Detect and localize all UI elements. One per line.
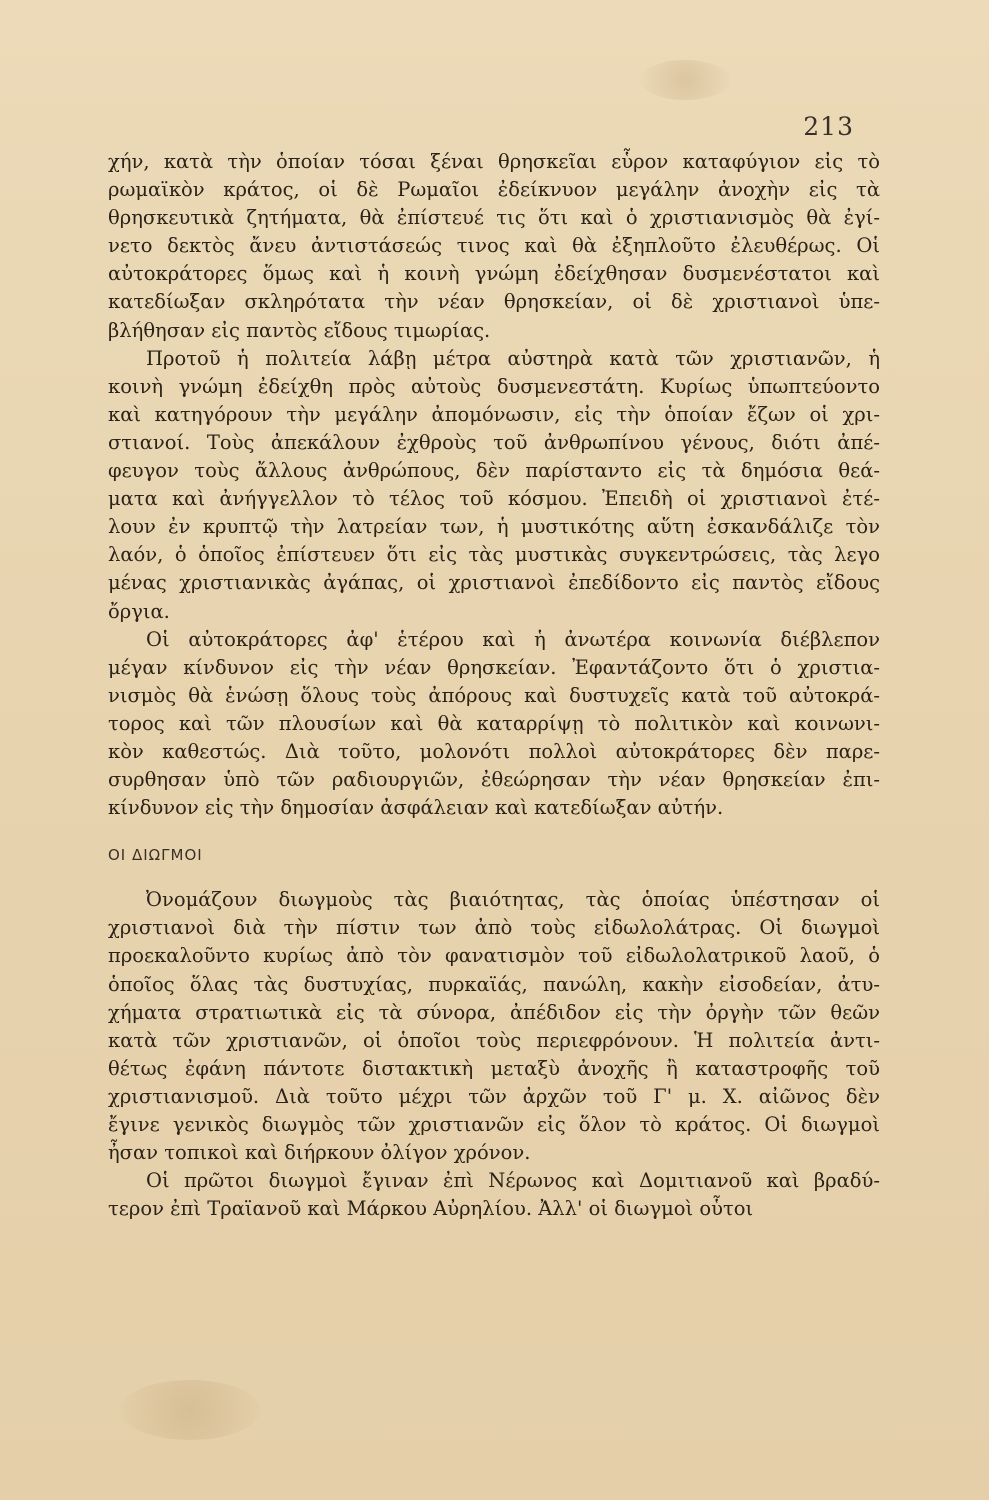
page-number: 213: [803, 112, 854, 141]
text-line: θέτως ἐφάνη πάντοτε διστακτικὴ μεταξὺ ἀνοχῆς ἢ καταστροφῆς τοῦ: [108, 1056, 880, 1080]
text-line: κοινὴ γνώμη ἐδείχθη πρὸς αὐτοὺς δυσμενεστάτη. Κυρίως ὑπωπτεύοντο: [108, 374, 880, 398]
text-line: στιανοί. Τοὺς ἀπεκάλουν ἐχθροὺς τοῦ ἀνθρωπίνου γένους, διότι ἀπέ-: [108, 430, 880, 454]
text-line: κατεδίωξαν σκληρότατα τὴν νέαν θρησκείαν, οἱ δὲ χριστιανοὶ ὑπε-: [108, 290, 880, 314]
text-line: ὁποῖος ὅλας τὰς δυστυχίας, πυρκαϊάς, πανώλη, κακὴν εἰσοδείαν, ἀτυ-: [108, 972, 880, 996]
text-line: Προτοῦ ἡ πολιτεία λάβῃ μέτρα αὐστηρὰ κατὰ τῶν χριστιανῶν, ἡ: [146, 346, 880, 370]
text-line: λαόν, ὁ ὁποῖος ἐπίστευεν ὅτι εἰς τὰς μυστικὰς συγκεντρώσεις, τὰς λεγο: [108, 543, 880, 567]
text-line: κὸν καθεστώς. Διὰ τοῦτο, μολονότι πολλοὶ αὐτοκράτορες δὲν παρε-: [108, 739, 880, 763]
text-line: φευγον τοὺς ἄλλους ἀνθρώπους, δὲν παρίσταντο εἰς τὰ δημόσια θεά-: [108, 459, 880, 483]
text-line: Οἱ πρῶτοι διωγμοὶ ἔγιναν ἐπὶ Νέρωνος καὶ Δομιτιανοῦ καὶ βραδύ-: [146, 1169, 880, 1193]
paragraph: [108, 148, 880, 345]
paragraph: [108, 345, 880, 626]
paper-stain: [640, 60, 730, 100]
text-line: Οἱ αὐτοκράτορες ἀφ' ἑτέρου καὶ ἡ ἀνωτέρα κοινωνία διέβλεπον: [146, 627, 880, 651]
text-line: κατὰ τῶν χριστιανῶν, οἱ ὁποῖοι τοὺς περιεφρόνουν. Ἡ πολιτεία ἀντι-: [108, 1028, 880, 1052]
text-line: ματα καὶ ἀνήγγελλον τὸ τέλος τοῦ κόσμου. Ἐπειδὴ οἱ χριστιανοὶ ἐτέ-: [108, 487, 880, 511]
text-line: καὶ κατηγόρουν τὴν μεγάλην ἀπομόνωσιν, εἰς τὴν ὁποίαν ἔζων οἱ χρι-: [108, 402, 880, 426]
section-heading: ΟΙ ΔΙΩΓΜΟΙ: [108, 846, 203, 865]
text-line: μέγαν κίνδυνον εἰς τὴν νέαν θρησκείαν. Ἐφαντάζοντο ὅτι ὁ χριστια-: [108, 655, 880, 679]
text-line: Ὀνομάζουν διωγμοὺς τὰς βιαιότητας, τὰς ὁποίας ὑπέστησαν οἱ: [146, 888, 880, 912]
text-line: τερον ἐπὶ Τραϊανοῦ καὶ Μάρκου Αὐρηλίου. Ἀλλ' οἱ διωγμοὶ οὗτοι: [108, 1197, 754, 1221]
text-line: νισμὸς θὰ ἑνώσῃ ὅλους τοὺς ἀπόρους καὶ δυστυχεῖς κατὰ τοῦ αὐτοκρά-: [108, 683, 880, 707]
text-line: ἦσαν τοπικοὶ καὶ διήρκουν ὀλίγον χρόνον.: [108, 1141, 531, 1165]
text-line: θρησκευτικὰ ζητήματα, θὰ ἐπίστευέ τις ὅτι καὶ ὁ χριστιανισμὸς θὰ ἐγί-: [108, 206, 880, 230]
text-line: συρθησαν ὑπὸ τῶν ραδιουργιῶν, ἐθεώρησαν τὴν νέαν θρησκείαν ἐπι-: [108, 768, 880, 792]
text-line: βλήθησαν εἰς παντὸς εἴδους τιμωρίας.: [108, 318, 491, 342]
paragraph: [108, 886, 880, 1167]
paragraph: [108, 1167, 880, 1223]
paragraph: [108, 626, 880, 823]
text-line: αὐτοκράτορες ὅμως καὶ ἡ κοινὴ γνώμη ἐδείχθησαν δυσμενέστατοι καὶ: [108, 262, 880, 286]
text-line: κίνδυνον εἰς τὴν δημοσίαν ἀσφάλειαν καὶ κατεδίωξαν αὐτήν.: [108, 796, 724, 820]
body-text: [108, 148, 880, 1223]
text-line: ἔγινε γενικὸς διωγμὸς τῶν χριστιανῶν εἰς ὅλον τὸ κράτος. Οἱ διωγμοὶ: [108, 1113, 880, 1136]
text-line: λουν ἐν κρυπτῷ τὴν λατρείαν των, ἡ μυστικότης αὕτη ἐσκανδάλιζε τὸν: [108, 515, 880, 539]
text-line: τορος καὶ τῶν πλουσίων καὶ θὰ καταρρίψῃ τὸ πολιτικὸν καὶ κοινωνι-: [108, 711, 880, 735]
text-line: χήματα στρατιωτικὰ εἰς τὰ σύνορα, ἀπέδιδον εἰς τὴν ὀργὴν τῶν θεῶν: [108, 1000, 880, 1024]
text-line: προεκαλοῦντο κυρίως ἀπὸ τὸν φανατισμὸν τοῦ εἰδωλολατρικοῦ λαοῦ, ὁ: [108, 944, 880, 968]
text-line: ὄργια.: [108, 599, 170, 623]
text-line: χριστιανισμοῦ. Διὰ τοῦτο μέχρι τῶν ἀρχῶν τοῦ Γ' μ. Χ. αἰῶνος δὲν: [108, 1084, 880, 1108]
text-line: μένας χριστιανικὰς ἀγάπας, οἱ χριστιανοὶ ἐπεδίδοντο εἰς παντὸς εἴδους: [108, 571, 880, 595]
text-line: χήν, κατὰ τὴν ὁποίαν τόσαι ξέναι θρησκεῖαι εὗρον καταφύγιον εἰς τὸ: [108, 150, 880, 173]
text-line: νετο δεκτὸς ἄνευ ἀντιστάσεώς τινος καὶ θὰ ἐξηπλοῦτο ἐλευθέρως. Οἱ: [108, 234, 880, 258]
paper-stain: [120, 1380, 260, 1440]
text-line: ρωμαϊκὸν κράτος, οἱ δὲ Ρωμαῖοι ἐδείκνυον μεγάλην ἀνοχὴν εἰς τὰ: [108, 178, 880, 202]
text-line: χριστιανοὶ διὰ τὴν πίστιν των ἀπὸ τοὺς εἰδωλολάτρας. Οἱ διωγμοὶ: [108, 916, 880, 940]
